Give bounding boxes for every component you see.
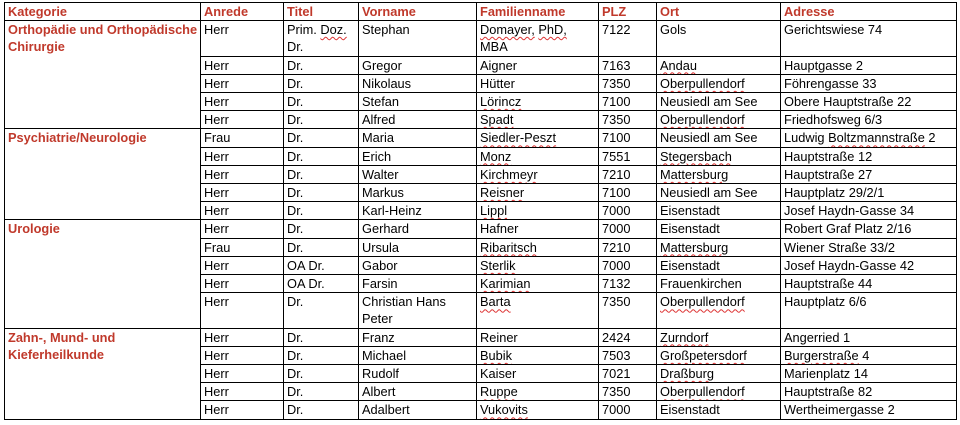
vorname-cell: Franz (359, 328, 477, 346)
anrede-cell: Herr (201, 401, 284, 419)
spellcheck-word: Monz (480, 148, 512, 164)
spellcheck-word: Draßburg (660, 366, 715, 382)
titel-cell: OA Dr. (284, 256, 359, 274)
adresse-cell: Hauptstraße 82 (781, 383, 957, 401)
anrede-cell: Herr (201, 346, 284, 364)
anrede-cell: Herr (201, 365, 284, 383)
anrede-cell: Herr (201, 111, 284, 129)
spellcheck-word: Karimian (480, 276, 531, 292)
anrede-cell: Herr (201, 256, 284, 274)
spellcheck-word: Domayer, (480, 22, 535, 38)
adresse-cell: Friedhofsweg 6/3 (781, 111, 957, 129)
ort-cell (657, 328, 781, 346)
familienname-cell (477, 184, 599, 202)
plz-cell: 7210 (599, 165, 657, 183)
adresse-cell: Angerried 1 (781, 328, 957, 346)
familienname-cell (477, 165, 599, 183)
plz-cell: 7000 (599, 220, 657, 238)
spellcheck-word: Spadt (480, 112, 514, 128)
vorname-cell: Markus (359, 184, 477, 202)
titel-cell: Dr. (284, 184, 359, 202)
spellcheck-word: Großpetersdorf (660, 347, 747, 363)
header-plz: PLZ (599, 3, 657, 21)
titel-cell: Dr. (284, 129, 359, 147)
table-row (5, 21, 957, 56)
titel-cell: Dr. (284, 56, 359, 74)
titel-cell: Dr. (284, 202, 359, 220)
ort-cell: Eisenstadt (657, 256, 781, 274)
titel-cell: Dr. (284, 401, 359, 419)
plz-cell: 7163 (599, 56, 657, 74)
ort-cell (657, 147, 781, 165)
spellcheck-word: Kirchmeyr (480, 166, 538, 182)
spellcheck-word: Oberpullendorf (660, 112, 745, 128)
plz-cell: 7210 (599, 238, 657, 256)
anrede-cell: Herr (201, 93, 284, 111)
category-cell: Orthopädie und Orthopädische Chirurgie (5, 21, 201, 129)
spellcheck-word: Burgerstraße (784, 347, 859, 363)
titel-cell: Dr. (284, 93, 359, 111)
adresse-cell: Hauptplatz 6/6 (781, 293, 957, 328)
plz-cell: 7100 (599, 93, 657, 111)
adresse-cell: Hauptstraße 44 (781, 275, 957, 293)
anrede-cell: Herr (201, 220, 284, 238)
spellcheck-word: Bubik (480, 347, 513, 363)
spellcheck-word: Vukovits (480, 402, 528, 418)
titel-cell: OA Dr. (284, 275, 359, 293)
adresse-cell: Wiener Straße 33/2 (781, 238, 957, 256)
familienname-cell (477, 256, 599, 274)
vorname-cell: Maria (359, 129, 477, 147)
vorname-cell: Nikolaus (359, 74, 477, 92)
anrede-cell: Herr (201, 328, 284, 346)
vorname-cell: Michael (359, 346, 477, 364)
familienname-cell: Hütter (477, 74, 599, 92)
ort-cell (657, 74, 781, 92)
header-familienname: Familienname (477, 3, 599, 21)
spellcheck-word: Oberpullendorf (660, 294, 745, 310)
header-kategorie: Kategorie (5, 3, 201, 21)
spellcheck-word: Zurndorf (660, 329, 709, 345)
vorname-cell: Stephan (359, 21, 477, 56)
spellcheck-word: Mattersburg (660, 239, 729, 255)
plz-cell: 7350 (599, 74, 657, 92)
ort-cell: Eisenstadt (657, 401, 781, 419)
plz-cell: 7122 (599, 21, 657, 56)
ort-cell: Frauenkirchen (657, 275, 781, 293)
header-titel: Titel (284, 3, 359, 21)
anrede-cell: Herr (201, 202, 284, 220)
familienname-cell: Reiner (477, 328, 599, 346)
spellcheck-word: Barta (480, 294, 511, 310)
plz-cell: 7551 (599, 147, 657, 165)
spellcheck-word: Sterlik (480, 257, 516, 273)
table-row (5, 129, 957, 147)
titel-cell: Dr. (284, 238, 359, 256)
vorname-cell: Gerhard (359, 220, 477, 238)
anrede-cell: Herr (201, 293, 284, 328)
titel-cell: Dr. (284, 74, 359, 92)
familienname-cell (477, 238, 599, 256)
plz-cell: 7000 (599, 256, 657, 274)
anrede-cell: Herr (201, 74, 284, 92)
header-anrede: Anrede (201, 3, 284, 21)
familienname-cell (477, 383, 599, 401)
familienname-cell (477, 93, 599, 111)
plz-cell: 7100 (599, 184, 657, 202)
anrede-cell: Frau (201, 129, 284, 147)
anrede-cell: Herr (201, 184, 284, 202)
familienname-cell (477, 111, 599, 129)
titel-cell: Dr. (284, 383, 359, 401)
familienname-cell (477, 401, 599, 419)
adresse-cell: Hauptstraße 27 (781, 165, 957, 183)
ort-cell: Neusiedl am See (657, 184, 781, 202)
category-cell: Zahn-, Mund- und Kieferheilkunde (5, 328, 201, 419)
plz-cell: 7132 (599, 275, 657, 293)
titel-cell: Dr. (284, 220, 359, 238)
titel-cell: Dr. (284, 293, 359, 328)
titel-cell: Dr. (284, 111, 359, 129)
adresse-cell: Josef Haydn-Gasse 34 (781, 202, 957, 220)
vorname-cell: Gregor (359, 56, 477, 74)
spellcheck-word: Ribaritsch (480, 239, 537, 255)
ort-cell: Gols (657, 21, 781, 56)
familienname-cell: Aigner (477, 56, 599, 74)
ort-cell (657, 346, 781, 364)
plz-cell: 2424 (599, 328, 657, 346)
adresse-cell: Marienplatz 14 (781, 365, 957, 383)
familienname-cell (477, 147, 599, 165)
plz-cell: 7503 (599, 346, 657, 364)
spellcheck-word: Reisner (480, 185, 525, 201)
adresse-cell: Ludwig Boltzmannstraße 2 (781, 129, 957, 147)
titel-cell: Dr. (284, 147, 359, 165)
spellcheck-word: Boltzmannstraße (828, 130, 925, 146)
vorname-cell: Rudolf (359, 365, 477, 383)
plz-cell: 7350 (599, 383, 657, 401)
ort-cell (657, 111, 781, 129)
table-row (5, 328, 957, 346)
header-ort: Ort (657, 3, 781, 21)
familienname-cell: Domayer, PhD, MBA (477, 21, 599, 56)
header-adresse: Adresse (781, 3, 957, 21)
plz-cell: 7350 (599, 111, 657, 129)
plz-cell: 7000 (599, 401, 657, 419)
doctor-directory (4, 2, 957, 420)
titel-cell: Dr. (284, 346, 359, 364)
vorname-cell: Farsin (359, 275, 477, 293)
adresse-cell: Hauptstraße 12 (781, 147, 957, 165)
vorname-cell: Gabor (359, 256, 477, 274)
titel-cell: Dr. (284, 365, 359, 383)
spellcheck-word: Andau (660, 57, 698, 73)
category-cell: Urologie (5, 220, 201, 328)
vorname-cell: Stefan (359, 93, 477, 111)
adresse-cell: Wertheimergasse 2 (781, 401, 957, 419)
adresse-cell: Hauptgasse 2 (781, 56, 957, 74)
ort-cell (657, 365, 781, 383)
anrede-cell: Herr (201, 165, 284, 183)
ort-cell (657, 293, 781, 328)
adresse-cell: Josef Haydn-Gasse 42 (781, 256, 957, 274)
familienname-cell: Hafner (477, 220, 599, 238)
vorname-cell: Karl-Heinz (359, 202, 477, 220)
spellcheck-word: Doz. (320, 22, 347, 38)
familienname-cell (477, 346, 599, 364)
spellcheck-word: Mattersburg (660, 166, 729, 182)
vorname-cell: Alfred (359, 111, 477, 129)
titel-cell: Dr. (284, 328, 359, 346)
spellcheck-word: Stegersbach (660, 148, 732, 164)
doctor-table (4, 2, 957, 420)
vorname-cell: Adalbert (359, 401, 477, 419)
spellcheck-word: PhD, (538, 22, 567, 38)
spellcheck-word: Oberpullendorf (660, 384, 745, 400)
category-cell: Psychiatrie/Neurologie (5, 129, 201, 220)
anrede-cell: Herr (201, 383, 284, 401)
spellcheck-word: Oberpullendorf (660, 75, 745, 91)
vorname-cell: Albert (359, 383, 477, 401)
vorname-cell: Ursula (359, 238, 477, 256)
header-row (5, 3, 957, 21)
ort-cell (657, 383, 781, 401)
anrede-cell: Herr (201, 275, 284, 293)
adresse-cell: Hauptplatz 29/2/1 (781, 184, 957, 202)
adresse-cell: Obere Hauptstraße 22 (781, 93, 957, 111)
spellcheck-word: Siedler-Peszt (480, 130, 557, 146)
adresse-cell: Föhrengasse 33 (781, 74, 957, 92)
familienname-cell (477, 129, 599, 147)
spellcheck-word: Ruppe (480, 384, 518, 400)
ort-cell (657, 238, 781, 256)
anrede-cell: Herr (201, 21, 284, 56)
table-row (5, 220, 957, 238)
titel-cell: Prim. Doz. Dr. (284, 21, 359, 56)
titel-cell: Dr. (284, 165, 359, 183)
plz-cell: 7100 (599, 129, 657, 147)
anrede-cell: Herr (201, 147, 284, 165)
familienname-cell (477, 202, 599, 220)
ort-cell: Neusiedl am See (657, 129, 781, 147)
spellcheck-word: Lippl (480, 203, 508, 219)
adresse-cell: Burgerstraße 4 (781, 346, 957, 364)
familienname-cell: Kaiser (477, 365, 599, 383)
ort-cell (657, 165, 781, 183)
vorname-cell: Walter (359, 165, 477, 183)
header-vorname: Vorname (359, 3, 477, 21)
ort-cell: Eisenstadt (657, 220, 781, 238)
vorname-cell: Erich (359, 147, 477, 165)
familienname-cell (477, 275, 599, 293)
spellcheck-word: Lörincz (480, 94, 522, 110)
table-body (5, 21, 957, 419)
adresse-cell: Robert Graf Platz 2/16 (781, 220, 957, 238)
vorname-cell: Christian Hans Peter (359, 293, 477, 328)
anrede-cell: Frau (201, 238, 284, 256)
anrede-cell: Herr (201, 56, 284, 74)
ort-cell (657, 56, 781, 74)
plz-cell: 7021 (599, 365, 657, 383)
plz-cell: 7000 (599, 202, 657, 220)
familienname-cell (477, 293, 599, 328)
ort-cell: Eisenstadt (657, 202, 781, 220)
plz-cell: 7350 (599, 293, 657, 328)
adresse-cell: Gerichtswiese 74 (781, 21, 957, 56)
ort-cell: Neusiedl am See (657, 93, 781, 111)
